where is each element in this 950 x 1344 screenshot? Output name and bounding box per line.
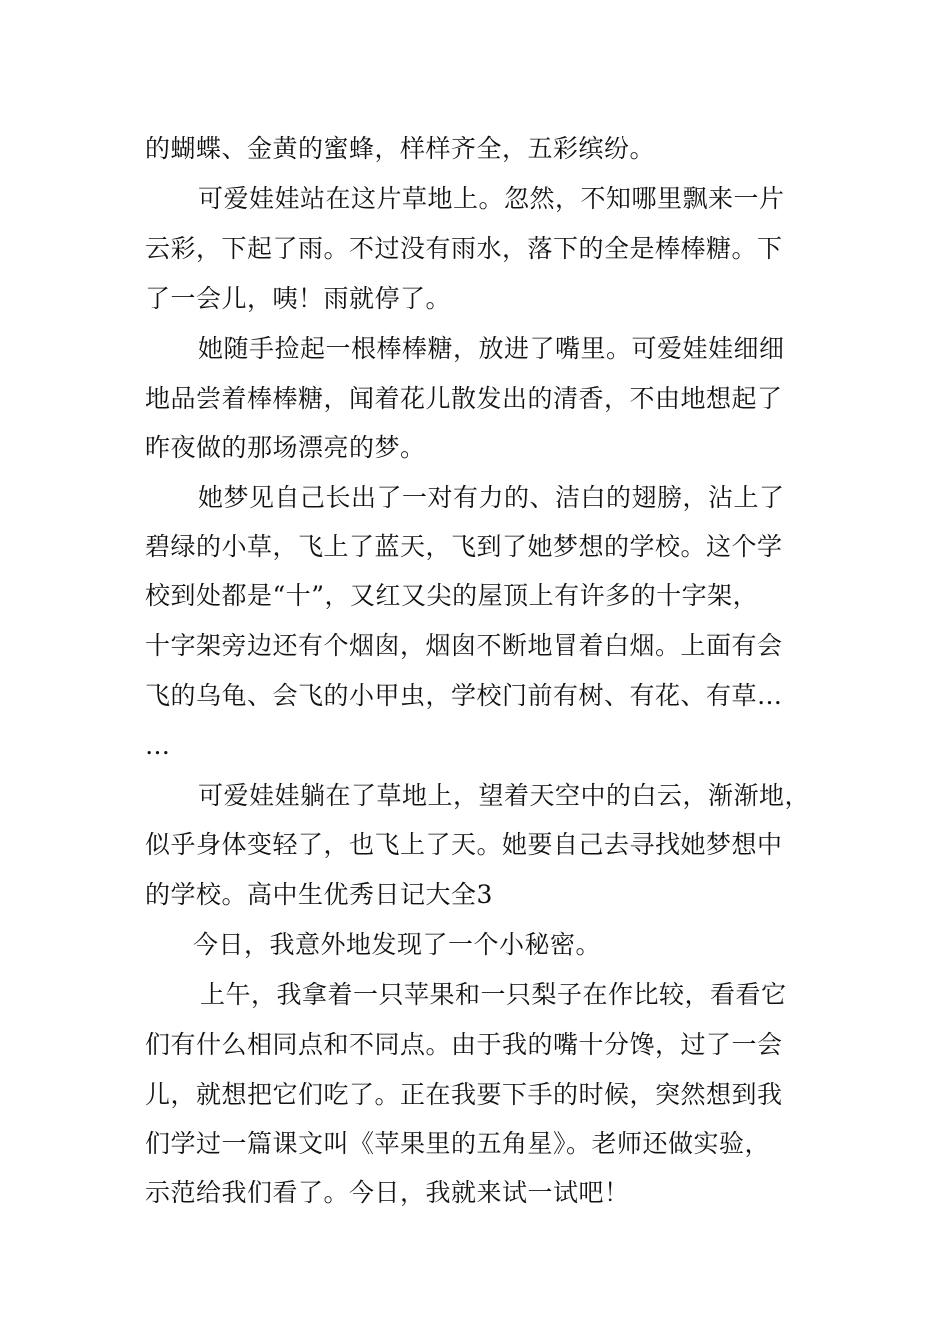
text-line: 她随手捡起一根棒棒糖，放进了嘴里。可爱娃娃细细	[198, 334, 785, 363]
text-line: 碧绿的小草，飞上了蓝天，飞到了她梦想的学校。这个学	[145, 532, 783, 561]
text-line: 地品尝着棒棒糖，闻着花儿散发出的清香，不由地想起了	[145, 384, 783, 413]
text-line: 们学过一篇课文叫《苹果里的五角星》。老师还做实验，	[145, 1129, 771, 1158]
text-line: 了一会儿，咦！雨就停了。	[145, 284, 452, 313]
text-line: 今日，我意外地发现了一个小秘密。	[193, 930, 602, 959]
text-line: 飞的乌龟、会飞的小甲虫，学校门前有树、有花、有草…	[145, 681, 783, 710]
text-line: 可爱娃娃站在这片草地上。忽然，不知哪里飘来一片	[198, 184, 785, 213]
text-line: 似乎身体变轻了，也飞上了天。她要自己去寻找她梦想中	[145, 830, 783, 859]
text-line: 示范给我们看了。今日，我就来试一试吧！	[145, 1178, 630, 1207]
text-line: 儿，就想把它们吃了。正在我要下手的时候，突然想到我	[145, 1080, 783, 1109]
text-line: 她梦见自己长出了一对有力的、洁白的翅膀，沾上了	[198, 483, 785, 512]
text-line: 云彩，下起了雨。不过没有雨水，落下的全是棒棒糖。下	[145, 234, 783, 263]
text-line: 们有什么相同点和不同点。由于我的嘴十分馋，过了一会	[145, 1030, 783, 1059]
text-line: 可爱娃娃躺在了草地上，望着天空中的白云，渐渐地，	[198, 781, 811, 810]
text-line: 的学校。高中生优秀日记大全3	[145, 880, 493, 909]
text-line: …	[145, 731, 171, 760]
text-line: 校到处都是“十”，又红又尖的屋顶上有许多的十字架，	[145, 581, 759, 610]
text-line: 十字架旁边还有个烟囱，烟囱不断地冒着白烟。上面有会	[145, 631, 783, 660]
text-line: 的蝴蝶、金黄的蜜蜂，样样齐全，五彩缤纷。	[145, 134, 656, 163]
text-line: 上午，我拿着一只苹果和一只梨子在作比较，看看它	[200, 980, 787, 1009]
text-line: 昨夜做的那场漂亮的梦。	[145, 433, 426, 462]
